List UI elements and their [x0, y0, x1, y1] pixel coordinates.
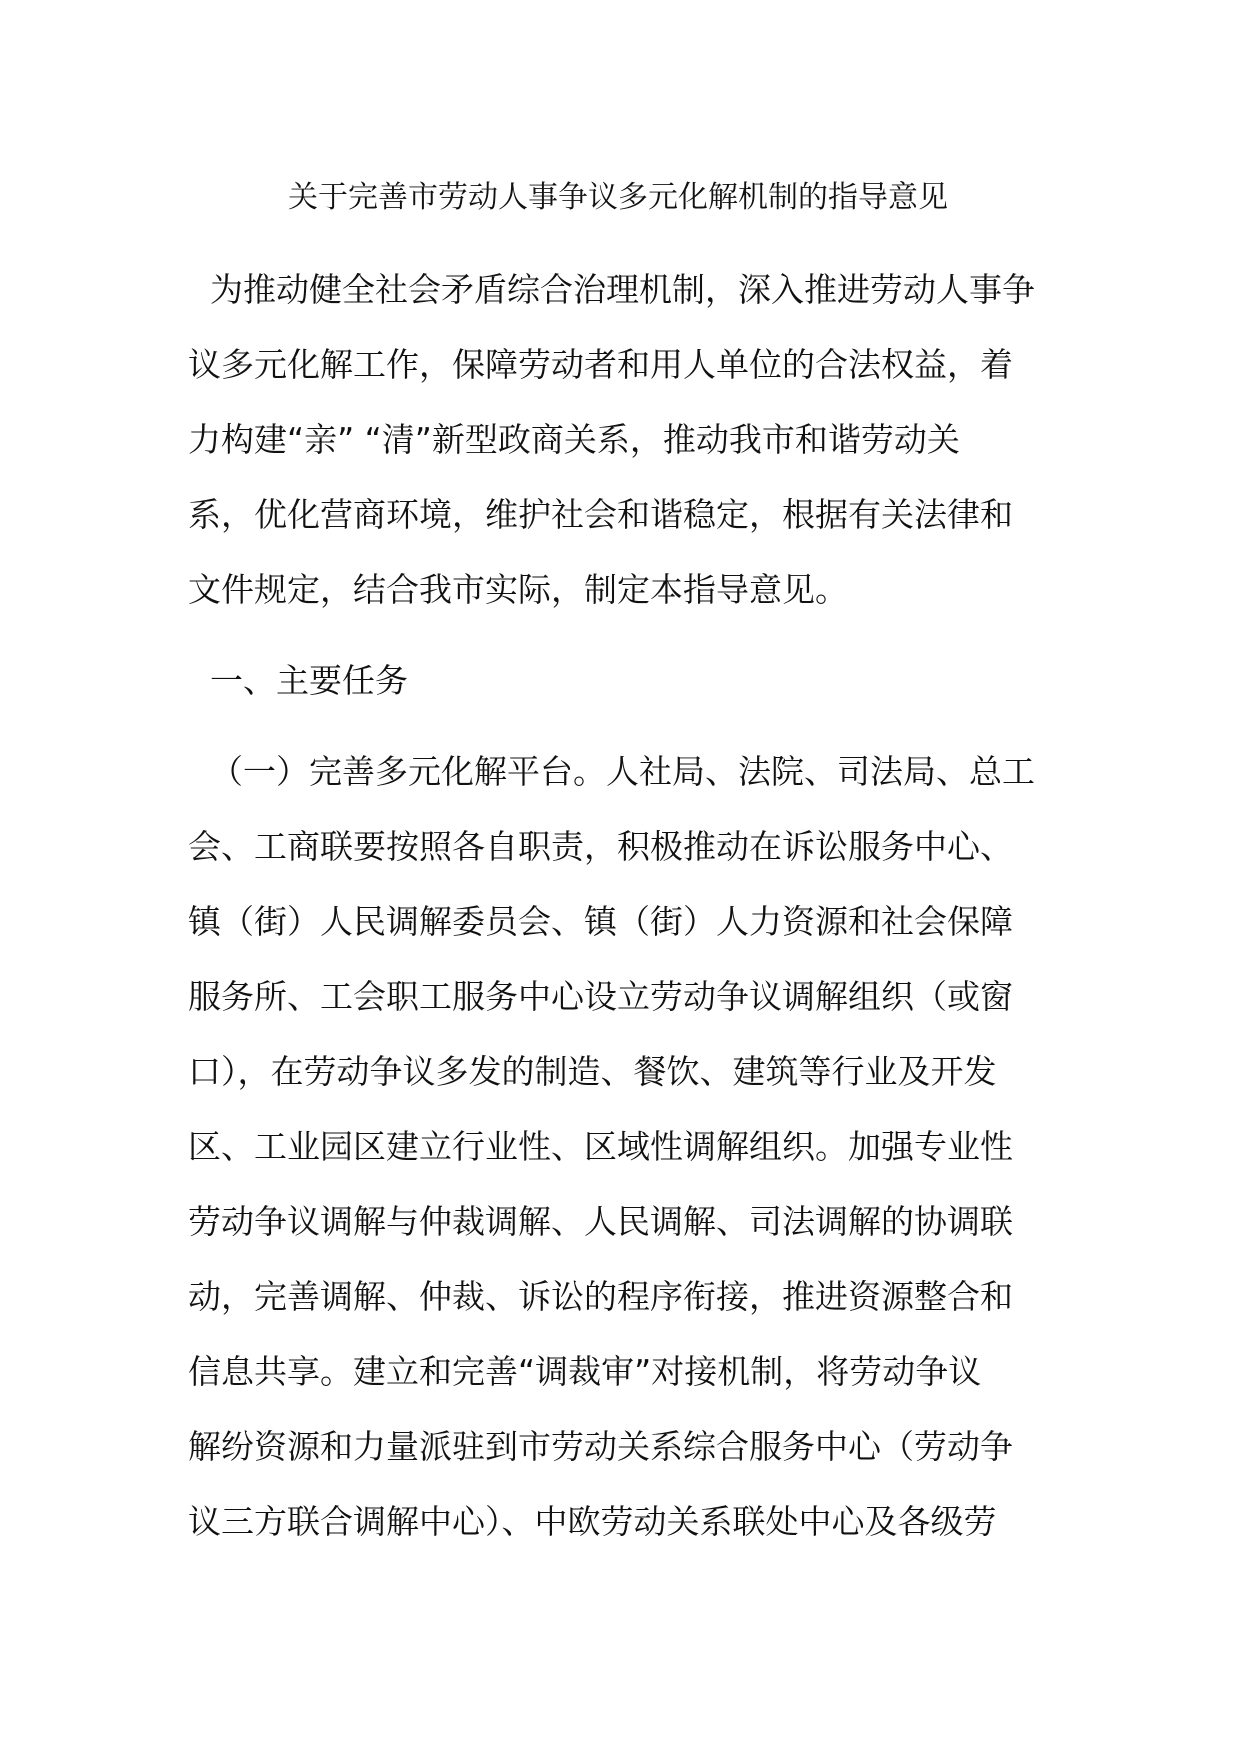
paragraph-line: 劳动争议调解与仲裁调解、人民调解、司法调解的协调联 — [188, 1202, 1013, 1241]
paragraph-line: 动，完善调解、仲裁、诉讼的程序衔接，推进资源整合和 — [188, 1277, 1013, 1316]
paragraph-line: 服务所、工会职工服务中心设立劳动争议调解组织（或窗 — [188, 977, 1013, 1016]
paragraph-line: 议三方联合调解中心）、中欧劳动关系联处中心及各级劳 — [188, 1502, 997, 1541]
paragraph-line: 口），在劳动争议多发的制造、餐饮、建筑等行业及开发 — [188, 1052, 997, 1091]
paragraph-line: （一）完善多元化解平台。人社局、法院、司法局、总工 — [210, 752, 1035, 791]
paragraph-line: 信息共享。建立和完善“调裁审”对接机制，将劳动争议 — [188, 1352, 982, 1391]
paragraph-line: 力构建“亲” “清”新型政商关系，推动我市和谐劳动关 — [188, 420, 960, 459]
section-heading: 一、主要任务 — [210, 661, 408, 700]
paragraph-line: 镇（街）人民调解委员会、镇（街）人力资源和社会保障 — [188, 902, 1013, 941]
paragraph-line: 会、工商联要按照各自职责，积极推动在诉讼服务中心、 — [188, 827, 1013, 866]
paragraph-line: 解纷资源和力量派驻到市劳动关系综合服务中心（劳动争 — [188, 1427, 1013, 1466]
paragraph-line: 为推动健全社会矛盾综合治理机制，深入推进劳动人事争 — [210, 270, 1035, 309]
paragraph-line: 文件规定，结合我市实际，制定本指导意见。 — [188, 570, 848, 609]
paragraph-line: 系，优化营商环境，维护社会和谐稳定，根据有关法律和 — [188, 495, 1013, 534]
document-title: 关于完善市劳动人事争议多元化解机制的指导意见 — [288, 180, 948, 215]
paragraph-line: 议多元化解工作，保障劳动者和用人单位的合法权益，着 — [188, 345, 1013, 384]
paragraph-line: 区、工业园区建立行业性、区域性调解组织。加强专业性 — [188, 1127, 1013, 1166]
